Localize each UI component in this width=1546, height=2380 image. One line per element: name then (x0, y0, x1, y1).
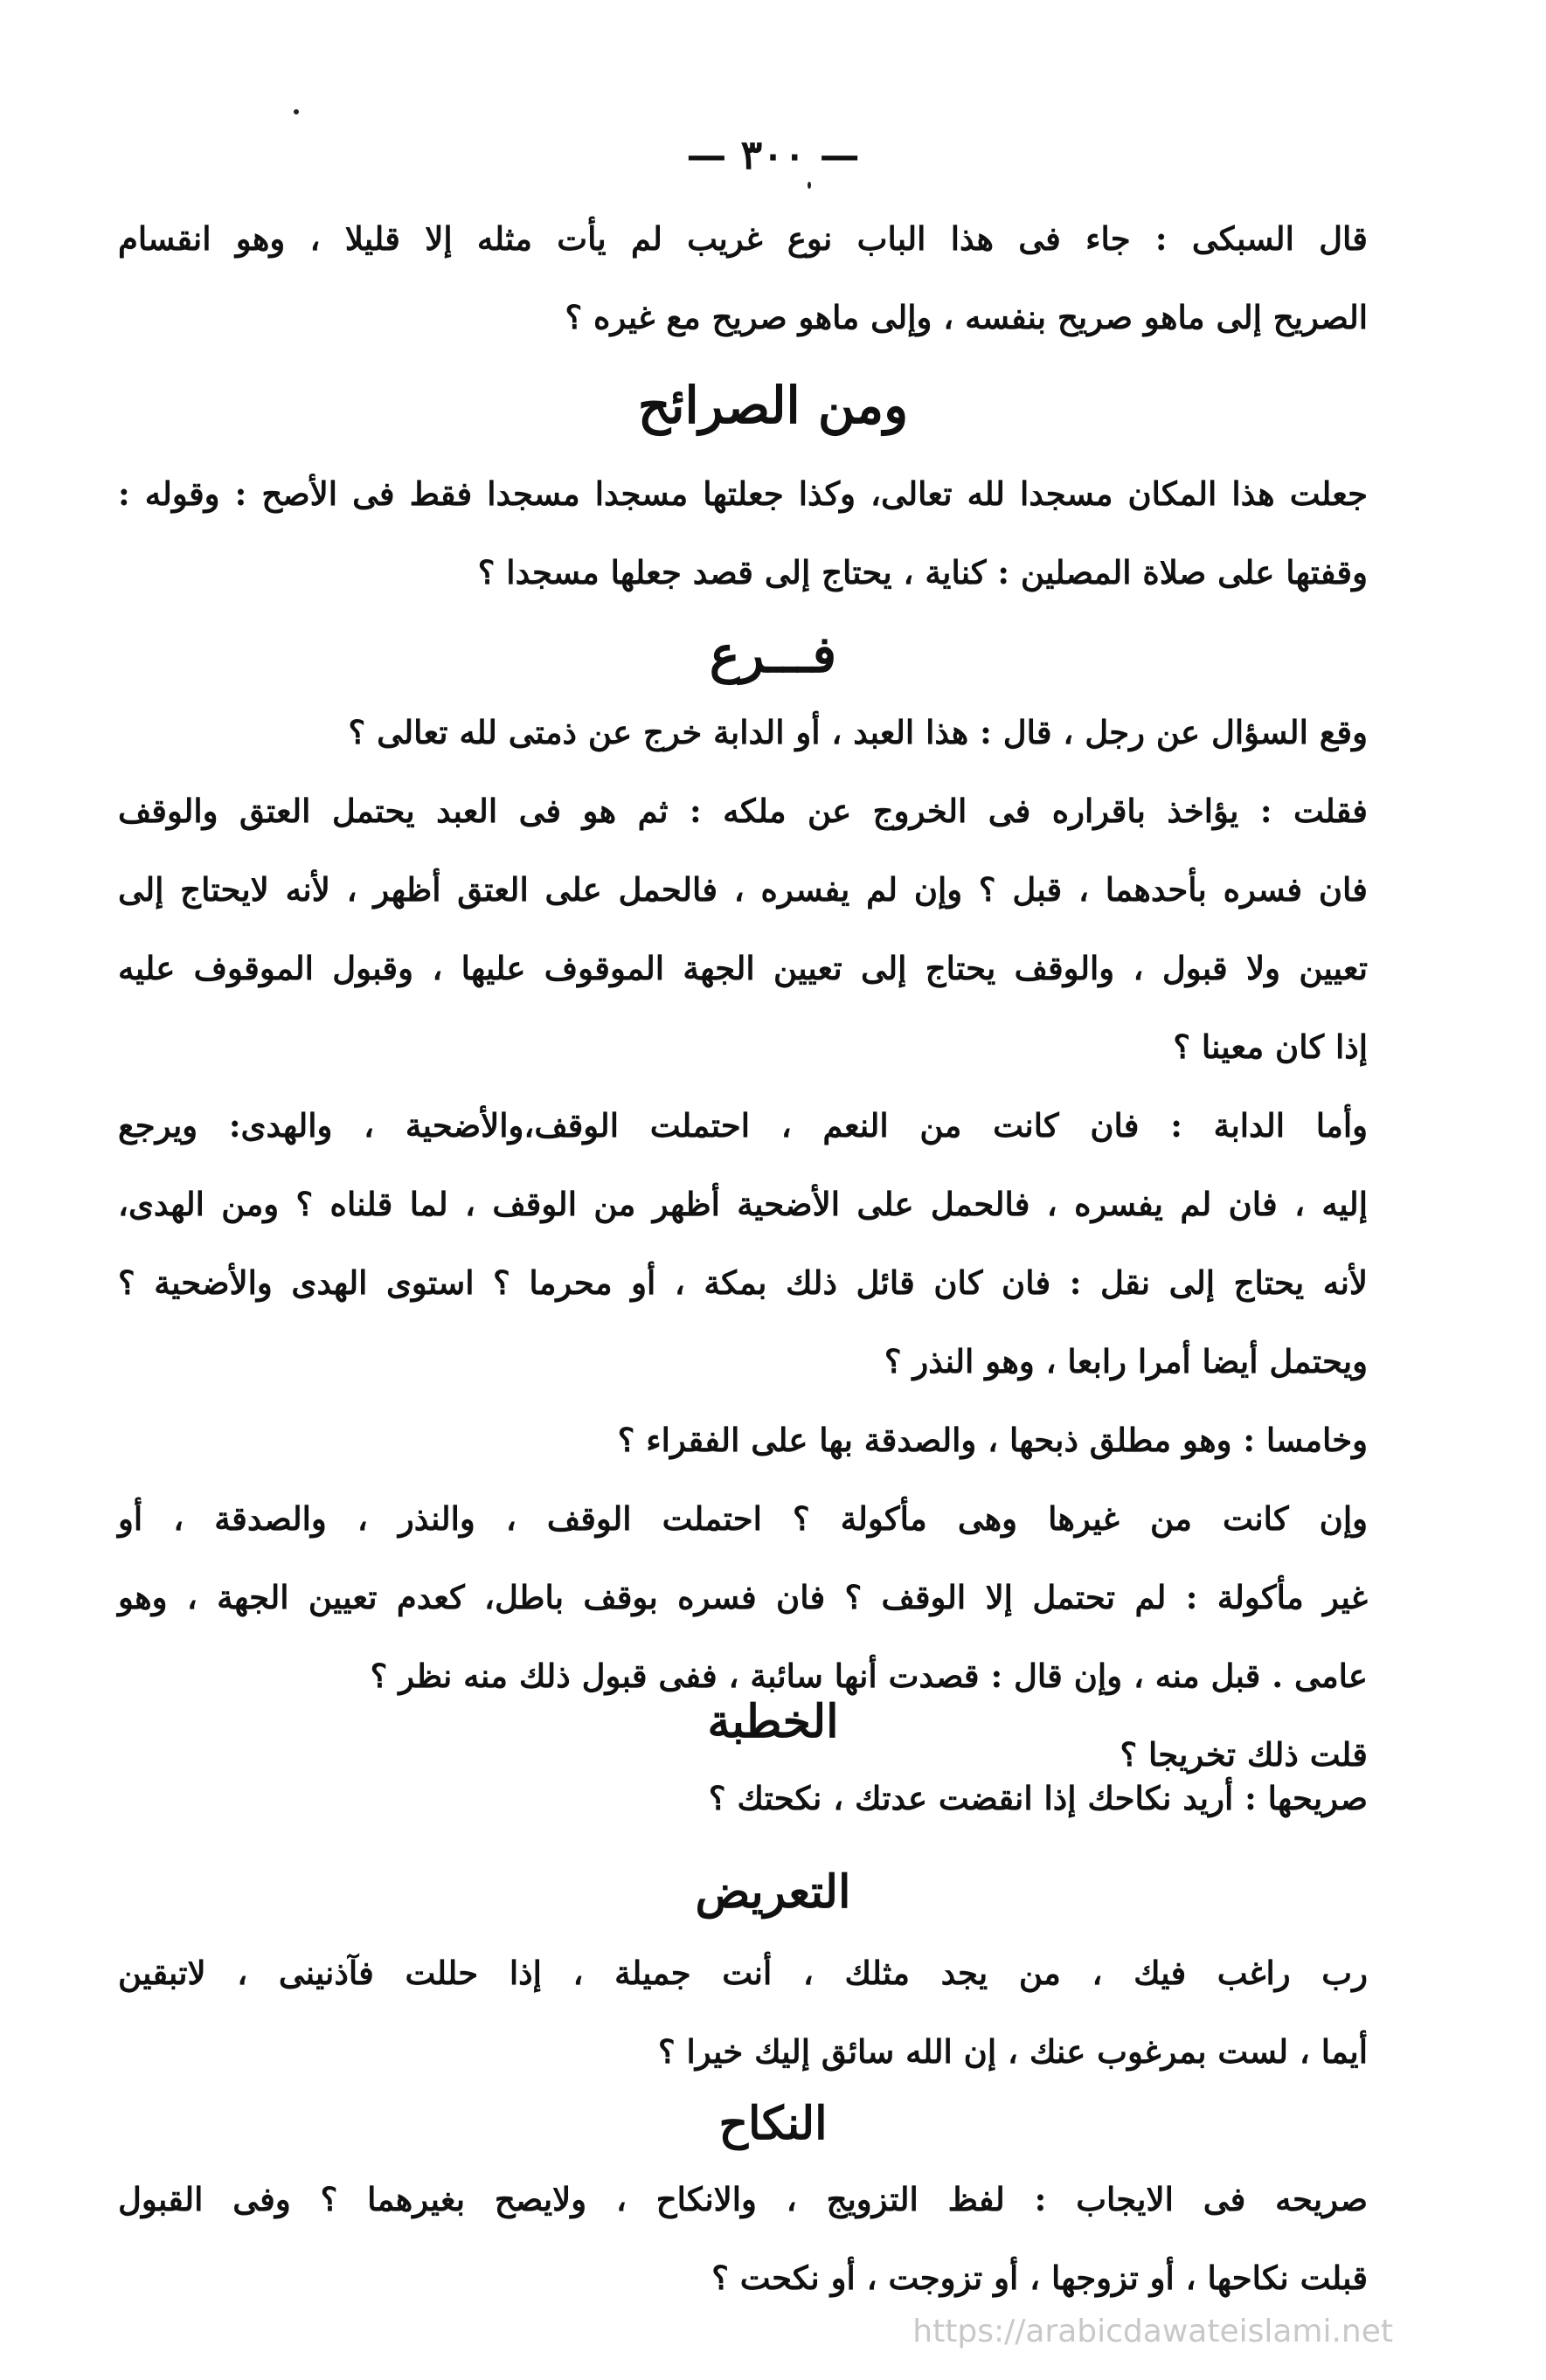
section-heading-far: فـــرع (709, 625, 837, 684)
text-line: غير مأكولة : لم تحتمل إلا الوقف ؟ فان فسره بوقف باطل، كعدم تعيين الجهة ، وهو (118, 1578, 1368, 1616)
text-line: وأما الدابة : فان كانت من النعم ، احتملت الوقف،والأضحية ، والهدى: ويرجع (118, 1106, 1368, 1145)
text-line: لأنه يحتاج إلى نقل : فان كان قائل ذلك بمكة ، أو محرما ؟ استوى الهدى والأضحية ؟ (118, 1263, 1368, 1302)
text-line: إليه ، فان لم يفسره ، فالحمل على الأضحية أظهر من الوقف ، لما قلناه ؟ ومن الهدى، (118, 1185, 1368, 1223)
khitba-paragraph (118, 1759, 1368, 1837)
text-line: قال السبكى : جاء فى هذا الباب نوع غريب لم يأت مثله إلا قليلا ، وهو انقسام (118, 219, 1368, 258)
text-line: صريحها : أريد نكاحك إذا انقضت عدتك ، نكحتك ؟ (708, 1779, 1368, 1817)
text-line: إذا كان معينا ؟ (1173, 1027, 1368, 1066)
section-heading-tarid: التعريض (695, 1865, 851, 1919)
section-heading-khitba: الخطبة (707, 1695, 839, 1748)
text-line: عامى . قبل منه ، وإن قال : قصدت أنها سائبة ، ففى قبول ذلك منه نظر ؟ (370, 1657, 1368, 1695)
watermark-url: https://arabicdawateislami.net (912, 2314, 1393, 2349)
text-line: وقع السؤال عن رجل ، قال : هذا العبد ، أو الدابة خرج عن ذمتى لله تعالى ؟ (348, 713, 1368, 751)
section-heading-nikah: النكاح (718, 2097, 828, 2150)
text-line: قبلت نكاحها ، أو تزوجها ، أو تزوجت ، أو نكحت ؟ (711, 2259, 1368, 2297)
far-paragraph (118, 693, 1368, 1794)
intro-paragraph (118, 199, 1368, 356)
text-line: تعيين ولا قبول ، والوقف يحتاج إلى تعيين الجهة الموقوف عليها ، وقبول الموقوف عليه (118, 949, 1368, 987)
nikah-paragraph (118, 2160, 1368, 2317)
tarid-paragraph (118, 1934, 1368, 2091)
ink-speck (808, 182, 811, 189)
text-line: وإن كانت من غيرها وهى مأكولة ؟ احتملت الوقف ، والنذر ، والصدقة ، أو (118, 1499, 1368, 1538)
saraih-paragraph (118, 454, 1368, 612)
ink-speck (294, 109, 299, 114)
text-line: قلت ذلك تخريجا ؟ (1120, 1735, 1368, 1774)
text-line: الصريح إلى ماهو صريح بنفسه ، وإلى ماهو صريح مع غيره ؟ (565, 298, 1368, 336)
section-heading-saraih: ومن الصرائح (637, 376, 909, 435)
text-line: جعلت هذا المكان مسجدا لله تعالى، وكذا جعلتها مسجدا مسجدا فقط فى الأصح : وقوله : (118, 474, 1368, 513)
text-line: فقلت : يؤاخذ باقراره فى الخروج عن ملكه : ثم هو فى العبد يحتمل العتق والوقف (118, 792, 1368, 830)
text-line: أيما ، لست بمرغوب عنك ، إن الله سائق إليك خيرا ؟ (657, 2032, 1368, 2071)
text-line: وخامسا : وهو مطلق ذبحها ، والصدقة بها على الفقراء ؟ (617, 1421, 1368, 1459)
page-number: — ٣٠٠ — (686, 131, 860, 178)
text-line: صريحه فى الايجاب : لفظ التزويج ، والانكاح ، ولايصح بغيرهما ؟ وفى القبول (118, 2180, 1368, 2218)
text-line: وقفتها على صلاة المصلين : كناية ، يحتاج إلى قصد جعلها مسجدا ؟ (477, 553, 1368, 592)
text-line: رب راغب فيك ، من يجد مثلك ، أنت جميلة ، إذا حللت فآذنينى ، لاتبقين (118, 1954, 1368, 1992)
text-line: فان فسره بأحدهما ، قبل ؟ وإن لم يفسره ، فالحمل على العتق أظهر ، لأنه لايحتاج إلى (118, 870, 1368, 909)
text-line: ويحتمل أيضا أمرا رابعا ، وهو النذر ؟ (884, 1342, 1368, 1380)
